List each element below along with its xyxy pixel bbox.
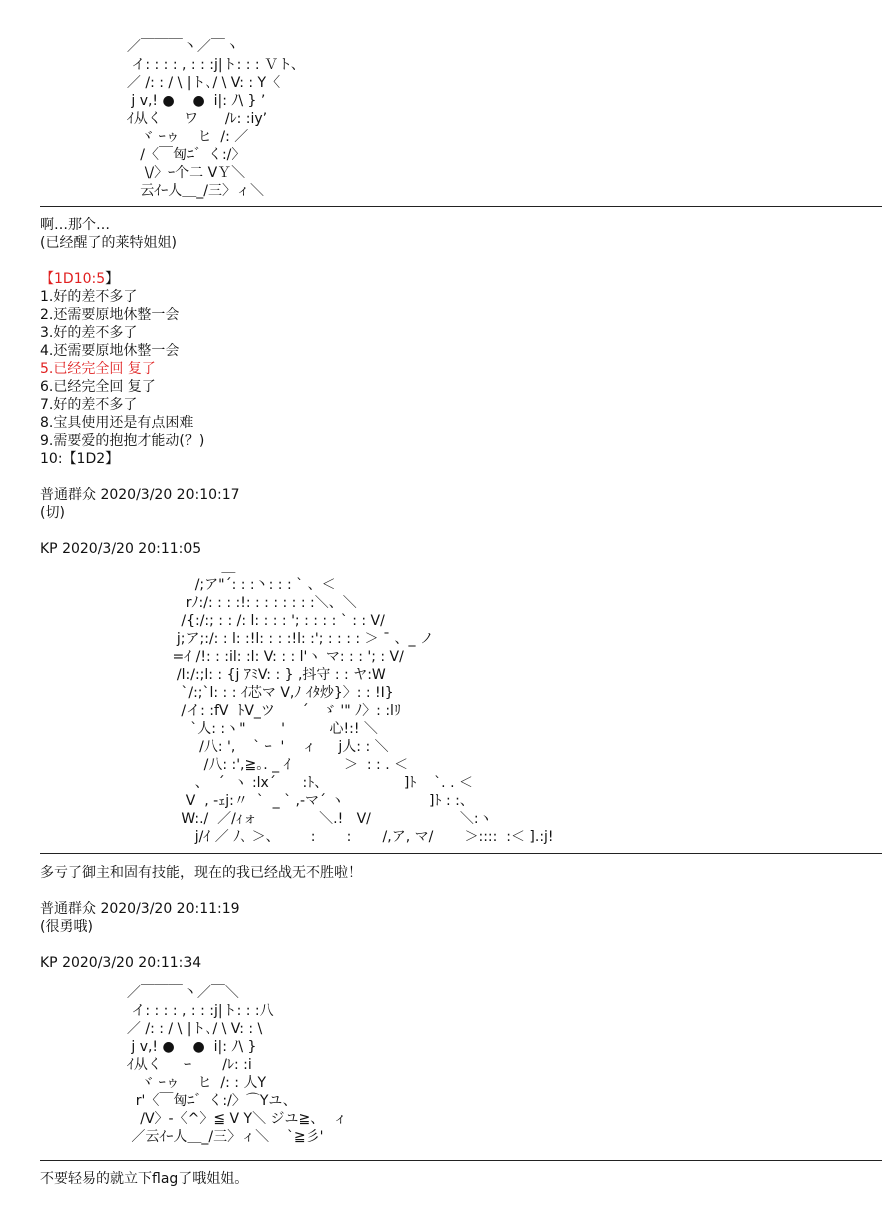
post-body: (切) [40,505,65,521]
option-7: 7.好的差不多了 [40,397,138,413]
option-2: 2.还需要原地休整一会 [40,307,180,323]
dice-roll-value: 1D10:5 [54,271,106,287]
dice-bracket-open: 【 [40,271,54,287]
option-9: 9.需要爱的抱抱才能动(？) [40,433,205,449]
option-1: 1.好的差不多了 [40,289,138,305]
post-body: (很勇哦) [40,919,93,935]
option-8: 8.宝具使用还是有点困难 [40,415,194,431]
divider-3 [40,1160,882,1161]
divider-1 [40,206,882,207]
post-header: 普通群众 2020/3/20 20:11:19 [40,901,240,917]
dice-bracket-close: 】 [105,271,120,287]
narration-line: (已经醒了的莱特姐姐) [40,235,177,251]
dialogue-line: 啊…那个… [40,217,110,233]
ascii-art-character-3: ／￣￣￣丶／￣＼ イ: : : : , : : :j|ト: : :八 ／ /: : / \ |ト､/ \ V: : \ j v,! ● ● i|: ﾉ\ } ｲ从く ｰ /ﾚ: :i ヾ ｰゥ ヒ /: : 人Y r'〈￣匈ﾆ゛く:/〉⌒Yユ、 /V〉-〈^〉≦ V Y＼ ジユ≧、 ィ ／云ｲｰ人＿_/三〉ィ＼ `≧彡' [126,985,348,1145]
divider-2 [40,853,882,854]
option-3: 3.好的差不多了 [40,325,138,341]
post-header: KP 2020/3/20 20:11:05 [40,541,202,557]
option-6: 6.已经完全回 复了 [40,379,156,395]
option-4: 4.还需要原地休整一会 [40,343,180,359]
dialogue-line: 不要轻易的就立下flag了哦姐姐。 [40,1171,249,1187]
dice-roll-result [40,270,119,288]
post-header: 普通群众 2020/3/20 20:10:17 [40,487,240,503]
option-5-selected: 5.已经完全回 复了 [40,361,156,377]
ascii-art-character-1: ／￣￣￣丶／￣ヽ イ: : : : , : : :j|ト: : : Ｖト、 ／ /: : / \ |ト､/ \ V: : Y〈 j v,! ● ● i|: ﾉ\ } ’ ｲ从く ワ /ﾚ: :iy’ ヾ ｰゥ ヒ /: ／ /〈￣匈ﾆ゛く:/〉 \/〉ｰ个二 VＹ＼ 云ｲｰ人＿_/三〉ィ＼ [126,39,305,199]
ascii-art-character-2: ＿ /;ア"´: : :丶: : : ` 、＜ rﾉ:/: : : :!: : : : : : : :＼、＼ /{:/:; : : /: l: : : : '; : : : : ` : : V/ j;ア;:/: : l: :!l: : : :!l: :'; : : : : ＞ ¯ 、_ ノ =ｲ /!: : :il: :l: V: : : l'ヽ マ: : : '; : V/ /l:/:;l: : {j ｱﾐV: : } ,抖守 : : ヤ:W `/:;`l: : : ｲ芯マ V,ﾉ ｲﾀ炒}〉: : !I} /イ: :fV ﾄV_ツ ´ ゞ '" ﾉ〉: :lﾘ `人: :ヽ" ' 心!:! ＼ /八: ', ` ｰ ' ィ j人: : ＼ /八: :',≧｡. _ ｲ ＞ : : . ＜ 、 ´ ヽ :lx´ :ﾄ、 ]ﾄ `. . ＜ V , -ｪj:〃 ` _ ` ,-マ´ ヽ ]ﾄ : :、 W:./ ／/ｨォ ＼.! V/ ＼:ヽ j/ｲ ／ ﾉ､ ＞、 : : /,ア, マ/ ＞:::: :＜ ].:j! [172,559,554,845]
dialogue-line: 多亏了御主和固有技能，现在的我已经战无不胜啦！ [40,865,362,881]
post-header: KP 2020/3/20 20:11:34 [40,955,202,971]
option-10: 10:【1D2】 [40,451,120,467]
